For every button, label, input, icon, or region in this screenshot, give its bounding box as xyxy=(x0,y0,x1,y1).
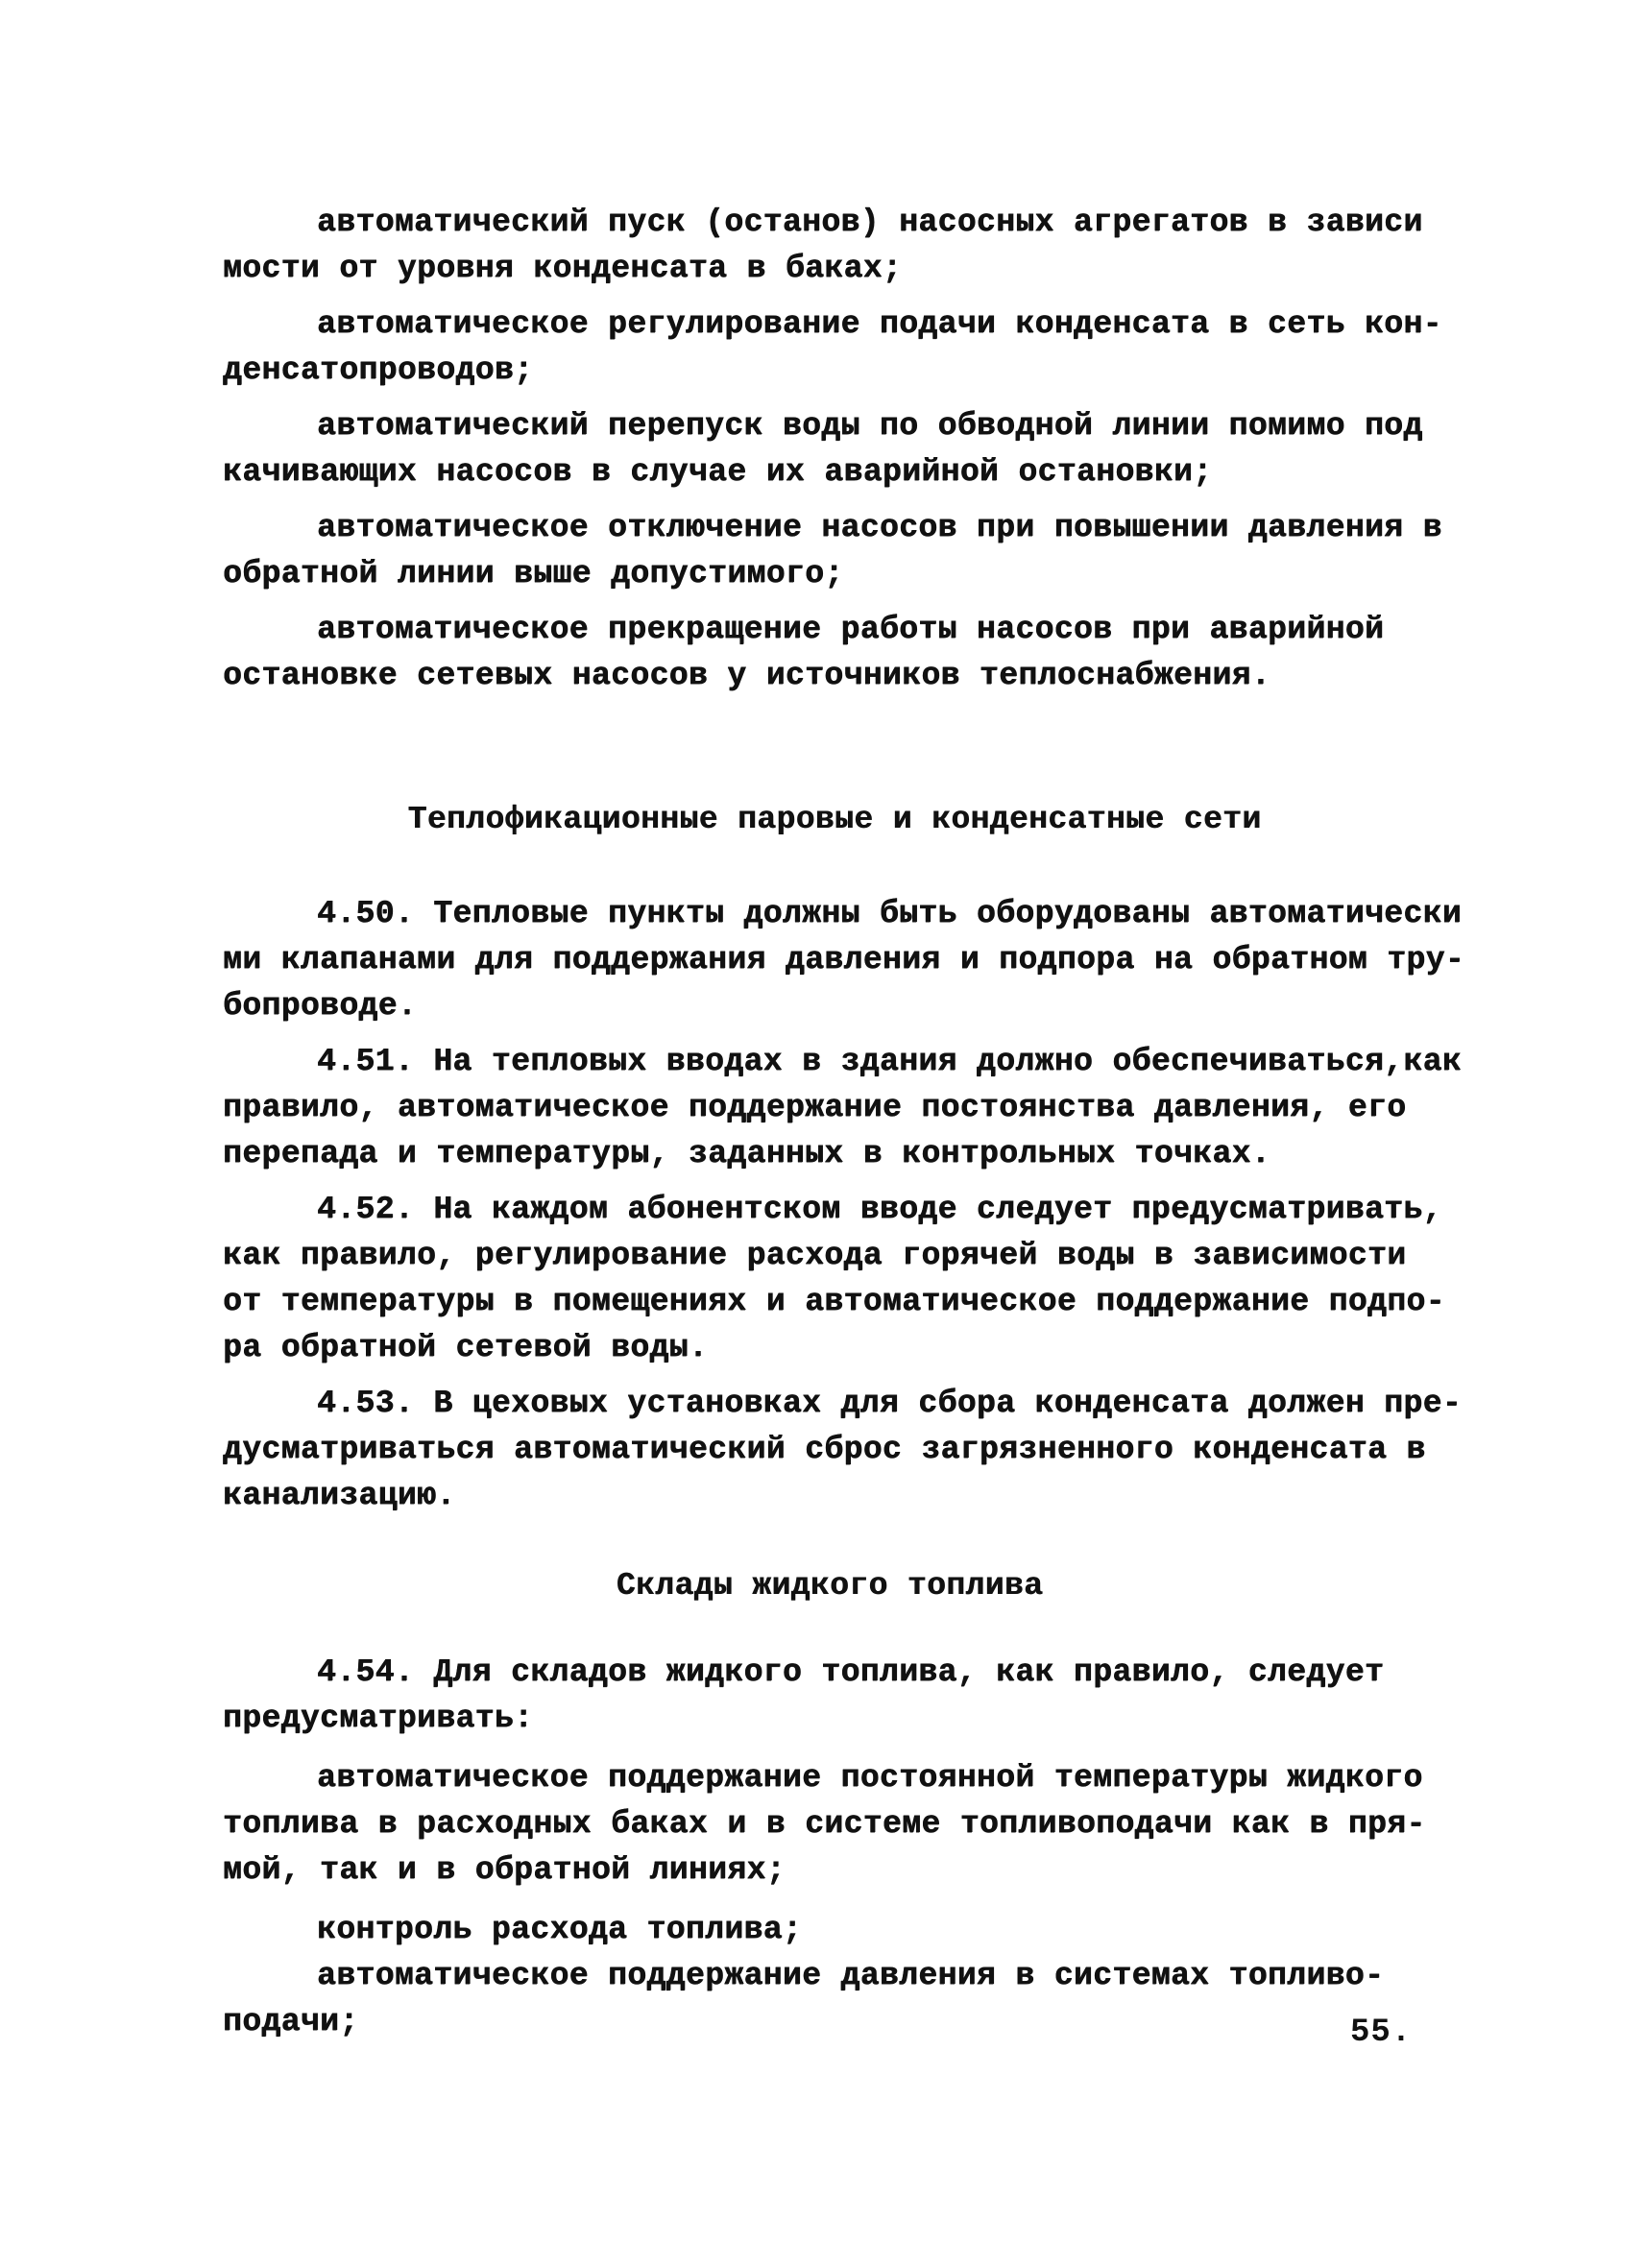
paragraph-line: топлива в расходных баках и в системе топливоподачи как в пря- xyxy=(223,1806,1426,1842)
paragraph-line: от температуры в помещениях и автоматическое поддержание подпо- xyxy=(223,1284,1445,1319)
top-paragraph-block xyxy=(223,200,1442,699)
paragraph-line: 4.52. На каждом абонентском вводе следует предусматривать, xyxy=(317,1192,1442,1227)
paragraph-line: ра обратной сетевой воды. xyxy=(223,1330,709,1365)
paragraph-line: денсатопроводов; xyxy=(223,352,534,388)
section-heading-fuel-storage: Склады жидкого топлива xyxy=(616,1568,1044,1604)
mid-paragraph-block xyxy=(223,891,1465,1519)
paragraph-line: остановке сетевых насосов у источников теплоснабжения. xyxy=(223,658,1270,693)
paragraph-line: подачи; xyxy=(223,2004,359,2039)
paragraph-line: предусматривать: xyxy=(223,1701,534,1736)
paragraph-auto-condensate-regulation xyxy=(223,302,1442,394)
paragraph-line: 4.54. Для складов жидкого топлива, как правило, следует xyxy=(317,1654,1385,1690)
paragraph-fuel-flow-control xyxy=(223,1907,1423,1953)
paragraph-auto-pump-stop xyxy=(223,607,1423,699)
paragraph-line: 4.50. Тепловые пункты должны быть оборудованы автоматически xyxy=(317,896,1462,931)
paragraph-line: автоматический пуск (останов) насосных агрегатов в зависи xyxy=(317,205,1423,240)
paragraph-fuel-pressure xyxy=(223,1953,1423,2045)
paragraph-fuel-temperature xyxy=(223,1755,1426,1894)
paragraph-line: канализацию. xyxy=(223,1478,456,1513)
paragraph-line: контроль расхода топлива; xyxy=(317,1912,803,1947)
paragraph-line: бопроводе. xyxy=(223,988,418,1024)
paragraph-line: автоматический перепуск воды по обводной линии помимо под xyxy=(317,408,1423,444)
paragraph-4-54 xyxy=(223,1650,1423,1742)
paragraph-line: как правило, регулирование расхода горячей воды в зависимости xyxy=(223,1238,1407,1273)
section-heading-heating-networks: Теплофикационные паровые и конденсатные сети xyxy=(407,802,1262,837)
bottom-paragraph-block xyxy=(223,1650,1426,2045)
paragraph-4-52 xyxy=(223,1187,1445,1371)
paragraph-line: 4.51. На тепловых вводах в здания должно обеспечиваться,как xyxy=(317,1044,1462,1079)
paragraph-line: мой, так и в обратной линиях; xyxy=(223,1852,786,1888)
paragraph-auto-bypass xyxy=(223,403,1423,495)
paragraph-line: ми клапанами для поддержания давления и подпора на обратном тру- xyxy=(223,942,1465,977)
paragraph-line: автоматическое поддержание постоянной температуры жидкого xyxy=(317,1760,1423,1796)
paragraph-line: автоматическое поддержание давления в системах топливо- xyxy=(317,1958,1385,1993)
paragraph-line: автоматическое прекращение работы насосов при аварийной xyxy=(317,612,1385,647)
paragraph-line: автоматическое отключение насосов при повышении давления в xyxy=(317,510,1442,545)
paragraph-line: перепада и температуры, заданных в контрольных точках. xyxy=(223,1136,1270,1171)
paragraph-auto-pump-start xyxy=(223,200,1423,292)
paragraph-4-51 xyxy=(223,1039,1462,1177)
paragraph-line: дусматриваться автоматический сброс загрязненного конденсата в xyxy=(223,1432,1426,1467)
paragraph-line: обратной линии выше допустимого; xyxy=(223,556,844,591)
paragraph-4-50 xyxy=(223,891,1465,1029)
paragraph-line: мости от уровня конденсата в баках; xyxy=(223,251,903,286)
paragraph-line: 4.53. В цеховых установках для сбора конденсата должен пре- xyxy=(317,1386,1462,1421)
paragraph-auto-pump-shutdown xyxy=(223,505,1442,597)
paragraph-line: автоматическое регулирование подачи конденсата в сеть кон- xyxy=(317,306,1442,342)
paragraph-line: качивающих насосов в случае их аварийной остановки; xyxy=(223,454,1213,490)
paragraph-4-53 xyxy=(223,1381,1462,1519)
page-number: 55. xyxy=(1350,2015,1413,2051)
paragraph-line: правило, автоматическое поддержание постоянства давления, его xyxy=(223,1090,1407,1125)
